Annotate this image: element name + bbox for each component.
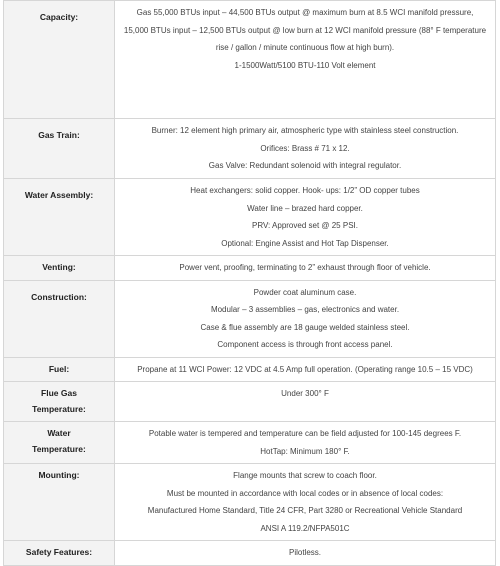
- table-row: [4, 256, 496, 281]
- value-line: Water line – brazed hard copper.: [247, 203, 363, 213]
- row-label: Mounting:: [4, 464, 115, 541]
- row-label: Venting:: [4, 256, 115, 281]
- value-line: Component access is through front access panel.: [217, 340, 393, 349]
- row-label: Construction:: [4, 280, 115, 357]
- row-value: [115, 280, 496, 357]
- row-value: [115, 382, 496, 422]
- row-value: [115, 422, 496, 464]
- value-line: 15,000 BTUs input – 12,500 BTUs output @ low burn at 12 WCI manifold pressure (88° F temperature rise / gallon / minute continuous flow at high burn).: [123, 25, 487, 52]
- table-row: [4, 464, 496, 541]
- value-line: Flange mounts that screw to coach floor.: [233, 471, 377, 480]
- value-line: Propane at 11 WCI Power: 12 VDC at 4.5 Amp full operation. (Operating range 10.5 – 15 VDC): [137, 364, 473, 374]
- row-label: Safety Features:: [4, 541, 115, 566]
- value-line: ANSI A 119.2/NFPA501C: [260, 523, 350, 533]
- value-line: Manufactured Home Standard, Title 24 CFR, Part 3280 or Recreational Vehicle Standard: [147, 506, 463, 515]
- value-line: Potable water is tempered and temperature can be field adjusted for 100-145 degrees F.: [148, 429, 462, 438]
- row-value: [115, 464, 496, 541]
- value-line: Heat exchangers: solid copper. Hook- ups: 1/2” OD copper tubes: [190, 186, 420, 195]
- row-value: [115, 1, 496, 119]
- value-line: Optional: Engine Assist and Hot Tap Dispenser.: [221, 238, 389, 248]
- row-value: [115, 119, 496, 179]
- table-row: [4, 119, 496, 179]
- value-line: PRV: Approved set @ 25 PSI.: [252, 221, 358, 230]
- spec-table: [3, 0, 496, 566]
- table-row: [4, 382, 496, 422]
- value-line: Power vent, proofing, terminating to 2” exhaust through floor of vehicle.: [179, 263, 431, 272]
- table-row: [4, 541, 496, 566]
- row-label: Water Temperature:: [4, 422, 115, 464]
- value-line: Gas 55,000 BTUs input – 44,500 BTUs output @ maximum burn at 8.5 WCI manifold pressure,: [136, 8, 474, 17]
- spec-table-body: [4, 1, 496, 566]
- table-row: [4, 1, 496, 119]
- row-label: Water Assembly:: [4, 179, 115, 256]
- table-row: [4, 422, 496, 464]
- table-row: [4, 179, 496, 256]
- value-line: 1-1500Watt/5100 BTU-110 Volt element: [234, 60, 376, 70]
- value-line: Modular – 3 assemblies – gas, electronics and water.: [210, 305, 400, 314]
- row-label: Fuel:: [4, 357, 115, 382]
- table-row: [4, 280, 496, 357]
- value-line: Must be mounted in accordance with local codes or in absence of local codes:: [166, 488, 444, 498]
- table-row: [4, 357, 496, 382]
- value-line: Case & flue assembly are 18 gauge welded stainless steel.: [200, 322, 410, 332]
- row-value: [115, 179, 496, 256]
- value-line: Burner: 12 element high primary air, atmospheric type with stainless steel construction.: [151, 126, 459, 135]
- value-line: HotTap: Minimum 180° F.: [260, 446, 350, 456]
- row-label: Gas Train:: [4, 119, 115, 179]
- value-line: Powder coat aluminum case.: [253, 287, 357, 297]
- row-value: [115, 541, 496, 566]
- row-value: [115, 256, 496, 281]
- value-line: Under 300° F: [281, 389, 329, 398]
- value-line: Gas Valve: Redundant solenoid with integral regulator.: [208, 161, 402, 170]
- value-line: Orifices: Brass # 71 x 12.: [260, 143, 350, 153]
- row-label: Flue Gas Temperature:: [4, 382, 115, 422]
- value-line: Pilotless.: [288, 548, 321, 557]
- row-value: [115, 357, 496, 382]
- row-label: Capacity:: [4, 1, 115, 119]
